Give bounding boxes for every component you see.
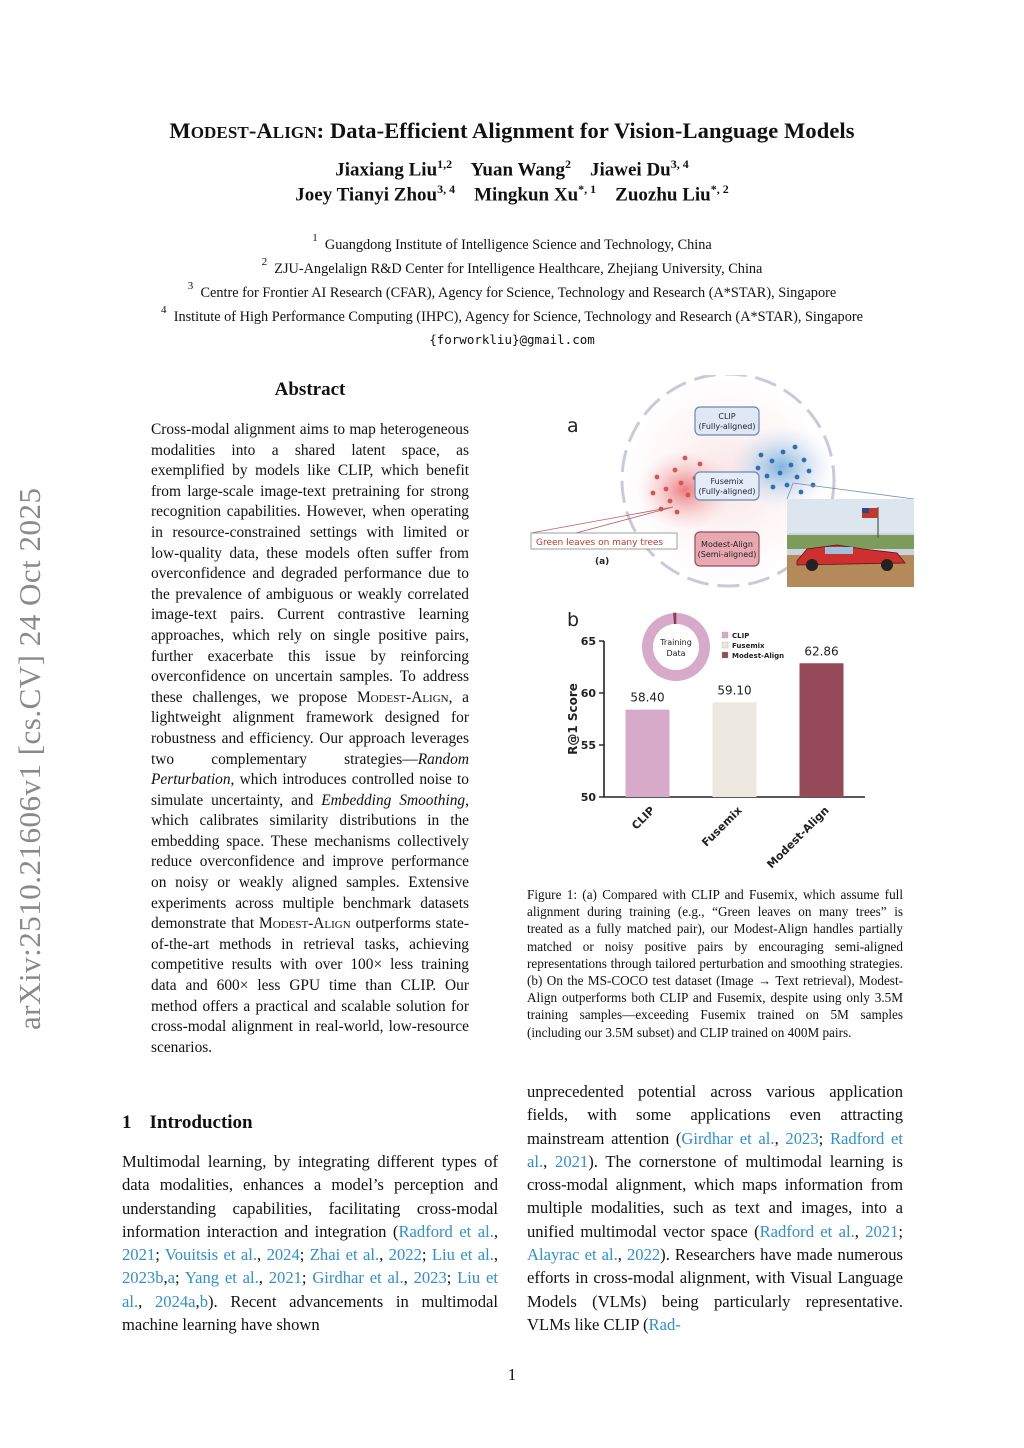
modest-align-box-sublabel: (Semi-aligned) (697, 550, 757, 559)
panel-a-label: a (567, 415, 579, 437)
affiliation-number: 2 (261, 256, 268, 268)
figure-caption (527, 886, 903, 1041)
legend-swatch (722, 642, 728, 648)
abstract-heading: Abstract (274, 379, 346, 400)
citation-sep: , (257, 1245, 267, 1265)
affiliation-text: Guangdong Institute of Intelligence Science and Technology, China (324, 236, 712, 253)
paper-title (0, 118, 1024, 144)
donut-label-line-2: Data (666, 649, 686, 658)
author-affil-sup: *, 1 (578, 182, 597, 196)
citation-link[interactable]: Liu et al. (122, 1268, 498, 1311)
citation-sep: , (493, 1221, 498, 1241)
contact-email: {forworkliu}@gmail.com (429, 332, 595, 347)
citation-link[interactable]: 2021 (555, 1151, 589, 1171)
method-name: Modest-Align (259, 915, 351, 933)
abstract-text: , a lightweight alignment framework designed for robustness and efficiency. Our approach leverages two complementary strategies— (151, 688, 469, 768)
figure-1 (525, 375, 925, 875)
body-text: ). The cornerstone of multimodal learning is cross-modal alignment, which maps information from multiple modalities, such as text and images, into a unified multimodal vector space ( (527, 1151, 903, 1241)
strategy-name: Random Perturbation (151, 750, 469, 789)
y-tick-label: 50 (580, 791, 596, 804)
bar-value-label: 58.40 (630, 690, 665, 705)
x-tick-label: CLIP (629, 803, 658, 833)
legend-label: Modest-Align (732, 652, 785, 660)
citation-sep: ; (301, 1268, 313, 1288)
author-name: Jiaxiang Liu (335, 159, 438, 181)
author-name: Joey Tianyi Zhou (295, 184, 438, 206)
citation-sep: , (543, 1151, 556, 1171)
citation-sep: ; (175, 1268, 185, 1288)
citation-link[interactable]: a (167, 1268, 176, 1288)
citation-sep: , (617, 1245, 627, 1265)
x-tick-label: Modest-Align (764, 803, 832, 872)
citation-link[interactable]: 2021 (122, 1245, 156, 1265)
affiliation-number: 1 (312, 232, 318, 244)
x-tick-label: Fusemix (699, 803, 745, 850)
citation-link[interactable]: 2022 (626, 1245, 661, 1265)
intro-left-column (122, 1150, 498, 1336)
author-affil-sup: 3, 4 (670, 157, 689, 171)
title-method-a: -A (248, 118, 273, 143)
text-sample-caption: Green leaves on many trees (536, 538, 664, 548)
citation-link[interactable]: Girdhar et al. (312, 1268, 404, 1288)
citation-sep: ; (421, 1245, 432, 1265)
fusemix-box-label: Fusemix (710, 477, 744, 486)
modest-align-box (695, 532, 759, 566)
body-text: unprecedented potential across various application fields, with some applications even attracting mainstream attention ( (527, 1082, 903, 1148)
citation-sep: , (258, 1268, 269, 1288)
legend-swatch (722, 652, 728, 658)
authors-line-1 (0, 157, 1024, 181)
citation-link[interactable]: Yang et al. (184, 1268, 259, 1288)
title-method-odest: ODEST (190, 123, 249, 142)
page-number: 1 (507, 1365, 517, 1384)
abstract-text: outperforms state-of-the-art methods in retrieval tasks, achieving competitive results with over 100× less training data and 600× less GPU time than CLIP. Our method offers a practical and scalable solution for cross-modal alignment in real-world, low-resource scenarios. (151, 915, 469, 1056)
legend-label: Fusemix (732, 642, 765, 650)
modest-align-box-label: Modest-Align (701, 540, 753, 549)
legend-swatch (722, 632, 728, 638)
strategy-name: Embedding Smoothing (321, 791, 466, 809)
affiliation-2 (0, 258, 1024, 278)
caption-text: Figure 1: (a) Compared with CLIP and Fusemix, which assume full alignment during training (e.g., “Green leaves on many trees” is treated as a fully matched pair), our Modest-Align handles partially matched or noisy positive pairs by encouraging semi-aligned representations through tailored perturbation and smoothing strategies. (b) On the MS-COCO test dataset (Image → Text retrieval), Modest-Align outperforms both CLIP and Fusemix, despite using only 3.5M training samples—exceeding Fusemix trained on 5M samples (including our 3.5M subset) and CLIP trained on 400M pairs. (527, 887, 903, 1040)
citation-sep: ; (898, 1221, 903, 1241)
abstract-text: , which calibrates similarity distributions in the embedding space. These mechanisms collectively reduce overconfidence and improve performance on noisy or weakly aligned samples. Extensive experiments across multiple benchmark datasets demonstrate that (151, 791, 469, 933)
arxiv-identifier: arXiv:2510.21606v1 [cs.CV] 24 Oct 2025 (12, 487, 47, 1030)
citation-link[interactable]: Alayrac et al. (527, 1245, 618, 1265)
citation-sep: , (854, 1221, 866, 1241)
citation-sep: ; (299, 1245, 310, 1265)
panel-a-sublabel: (a) (595, 557, 610, 567)
citation-sep: , (195, 1291, 200, 1311)
method-name: Modest-Align (356, 688, 449, 706)
author-affil-sup: 1,2 (437, 157, 453, 171)
citation-link[interactable]: 2023b (122, 1268, 164, 1288)
abstract-text: Cross-modal alignment aims to map heterogeneous modalities into a shared latent space, as exemplified by models like CLIP, which benefit from large-scale image-text pretraining for strong recognition capabilities. However, when operating in resource-constrained settings with limited or low-quality data, these models often suffer from overconfidence and degraded performance due to the prevalence of ambiguous or weakly correlated image-text pairs. Current contrastive learning approaches, which rely on single positive pairs, further exacerbate this issue by reinforcing overconfidence on uncertain samples. To address these challenges, we propose (151, 421, 469, 706)
citation-sep: , (138, 1291, 155, 1311)
section-number: 1 (122, 1112, 132, 1133)
abstract-text: , which introduces controlled noise to simulate uncertainty, and (151, 771, 469, 809)
y-tick-label: 55 (580, 739, 596, 752)
citation-link[interactable]: 2023 (413, 1268, 447, 1288)
abstract-body (151, 420, 469, 1058)
citation-link[interactable]: 2024a (154, 1291, 196, 1311)
y-tick-label: 65 (580, 635, 596, 648)
citation-link[interactable]: Radford et al. (759, 1221, 855, 1241)
section-title: Introduction (149, 1112, 253, 1133)
bar-value-label: 59.10 (717, 683, 752, 698)
citation-sep: , (774, 1128, 786, 1148)
body-text: Multimodal learning, by integrating different types of data modalities, enhances a model’s perception and understanding capabilities, facilitating cross-modal information interaction and integration ( (122, 1152, 498, 1241)
donut-slice-modest-align (674, 613, 676, 624)
affiliation-number: 4 (161, 304, 167, 316)
affiliation-number: 3 (187, 280, 194, 292)
image-sample-photo (787, 499, 914, 587)
clip-box-sublabel: (Fully-aligned) (698, 422, 756, 431)
bar-clip (626, 710, 670, 797)
legend-label: CLIP (732, 632, 750, 640)
panel-b-label: b (567, 609, 580, 631)
title-method-m: M (169, 118, 191, 143)
author-name: Mingkun Xu (474, 184, 579, 206)
author-affil-sup: 2 (565, 157, 571, 171)
bar-fusemix (713, 702, 757, 797)
title-method-lign: LIGN (272, 123, 317, 142)
affiliation-1 (0, 234, 1024, 254)
body-text: ). Recent advancements in multimodal machine learning have shown (122, 1291, 498, 1335)
citation-sep: , (493, 1245, 499, 1265)
citation-link[interactable]: Liu et al. (431, 1245, 494, 1265)
title-rest: : Data-Efficient Alignment for Vision-Language Models (316, 118, 855, 143)
citation-link[interactable]: Radford et al. (398, 1221, 494, 1241)
citation-link[interactable]: b (199, 1291, 208, 1311)
citation-link[interactable]: 2024 (266, 1245, 300, 1265)
citation-link[interactable]: Zhai et al. (309, 1245, 380, 1265)
citation-link[interactable]: Radford et al. (527, 1128, 903, 1171)
affiliation-4 (0, 306, 1024, 326)
author-name: Jiawei Du (590, 159, 671, 181)
citation-sep: , (403, 1268, 414, 1288)
bar-modest-align (800, 663, 844, 797)
donut-hole (653, 624, 699, 670)
affiliation-text: Institute of High Performance Computing (IHPC), Agency for Science, Technology and Research (A*STAR), Singapore (173, 308, 863, 325)
y-axis-title: R@1 Score (566, 683, 580, 755)
section-heading (122, 1112, 253, 1134)
body-text: ). Researchers have made numerous efforts in cross-modal alignment, with Visual Language Models (VLMs) being particularly representative. VLMs like CLIP ( (527, 1245, 903, 1334)
intro-right-column (527, 1080, 903, 1336)
clip-box-label: CLIP (718, 412, 736, 421)
citation-sep: ; (155, 1245, 165, 1265)
citation-link[interactable]: Girdhar et al. (681, 1128, 775, 1148)
citation-sep: ; (446, 1268, 458, 1288)
affiliation-text: Centre for Frontier AI Research (CFAR), Agency for Science, Technology and Research (A*STAR), Singapore (200, 284, 837, 301)
citation-sep: , (163, 1268, 168, 1288)
author-name: Zuozhu Liu (615, 184, 711, 206)
citation-link[interactable]: Rad- (648, 1314, 681, 1334)
bar-chart (566, 613, 865, 871)
citation-link[interactable]: 2023 (785, 1128, 819, 1148)
affiliation-3 (0, 282, 1024, 302)
author-affil-sup: 3, 4 (437, 182, 456, 196)
author-affil-sup: *, 2 (710, 182, 729, 196)
citation-link[interactable]: 2022 (388, 1245, 422, 1265)
authors-line-2 (0, 182, 1024, 206)
donut-label-line-1: Training (660, 638, 692, 647)
citation-sep: ; (818, 1128, 830, 1148)
fusemix-box-sublabel: (Fully-aligned) (698, 487, 756, 496)
citation-sep: , (379, 1245, 389, 1265)
citation-link[interactable]: 2021 (865, 1221, 899, 1241)
author-name: Yuan Wang (470, 159, 565, 181)
affiliation-text: ZJU-Angelalign R&D Center for Intelligence Healthcare, Zhejiang University, China (274, 260, 763, 277)
bar-value-label: 62.86 (804, 644, 839, 659)
citation-link[interactable]: 2021 (268, 1268, 302, 1288)
y-tick-label: 60 (580, 687, 596, 700)
citation-link[interactable]: Vouitsis et al. (164, 1245, 257, 1265)
